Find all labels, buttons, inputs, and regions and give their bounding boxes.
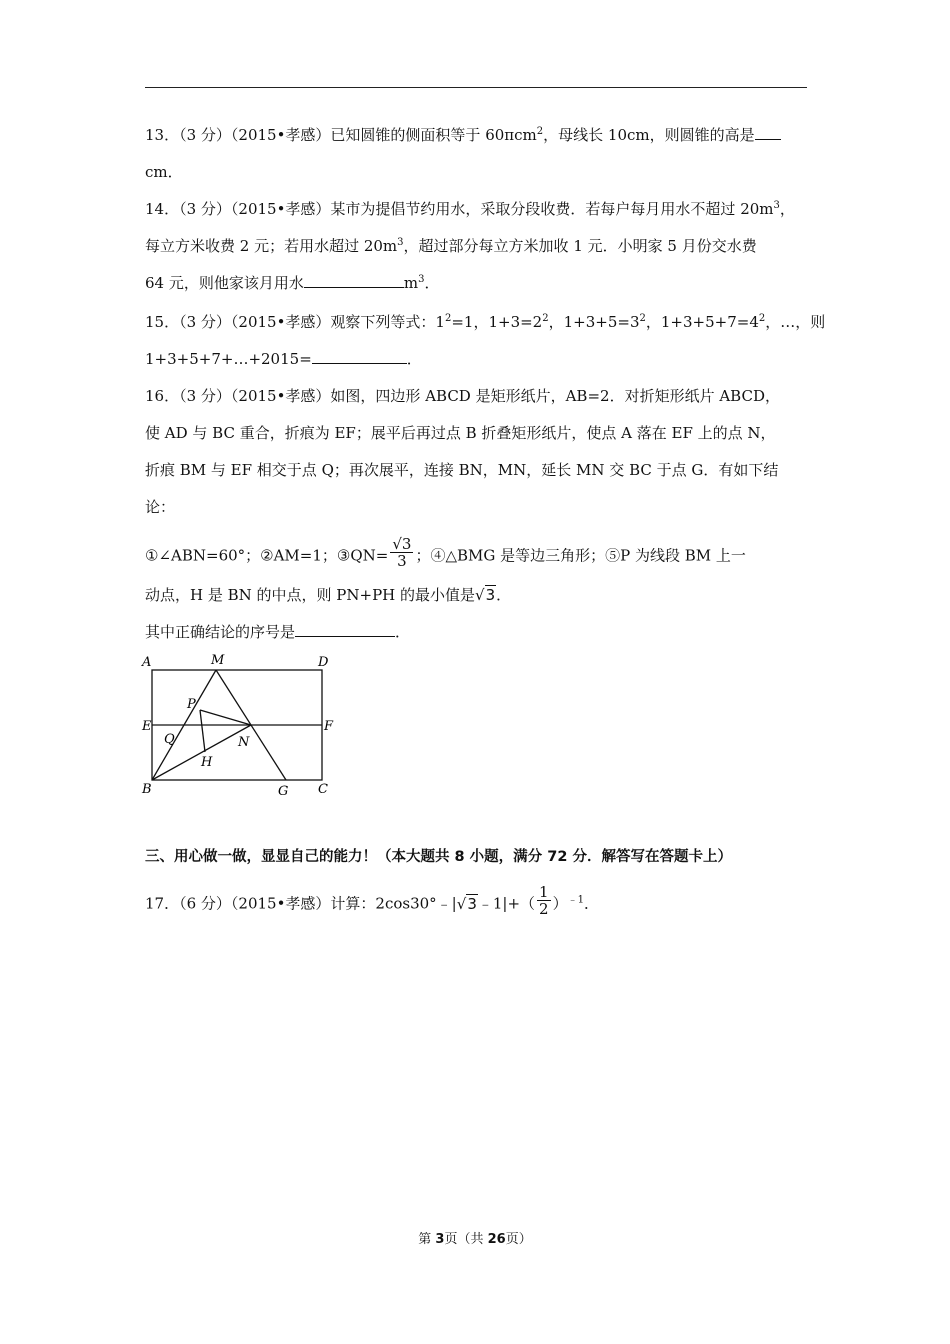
q14-line2: 每立方米收费 2 元；若用水超过 $20m^3$，超过部分每立方米加收 1 元．小明家 5 月份交水费 bbox=[145, 237, 757, 255]
label-h: H bbox=[201, 755, 213, 770]
label-f: F bbox=[324, 719, 334, 734]
label-p: P bbox=[187, 697, 196, 712]
label-d: D bbox=[318, 655, 329, 670]
q14-line1: 14．（3 分）（2015•孝感）某市为提倡节约用水，采取分段收费．若每户每月用水不超过 $20m^3$， bbox=[145, 200, 795, 218]
q16-line1: 16．（3 分）（2015•孝感）如图，四边形 ABCD 是矩形纸片，AB=2．对折矩形纸片 ABCD， bbox=[145, 387, 780, 405]
q16-line3: 折痕 BM 与 EF 相交于点 Q；再次展平，连接 BN，MN，延长 MN 交 BC 于点 G．有如下结 bbox=[145, 461, 779, 479]
sqrt-3: √3 bbox=[475, 586, 496, 604]
q17-line: 17．（6 分）（2015•孝感）计算：2cos30°﹣|√3﹣1|+（ $\frac{1}{2}$ ）$^{﹣1}$． bbox=[145, 883, 599, 918]
q16-line2: 使 AD 与 BC 重合，折痕为 EF；展平后再过点 B 折叠矩形纸片，使点 A 落在 EF 上的点 N， bbox=[145, 424, 776, 442]
q16-answer-blank bbox=[295, 622, 395, 637]
page-footer: 第 3页（共 26页） bbox=[418, 1232, 532, 1247]
q15-answer-blank bbox=[312, 349, 407, 364]
q16-line7: 其中正确结论的序号是 ． bbox=[145, 623, 411, 641]
q13-line1: 13．（3 分）（2015•孝感）已知圆锥的侧面积等于 60πcm$^2$，母线长 10cm，则圆锥的高是 bbox=[145, 125, 781, 145]
q16-conclusions: ①∠ABN=60°；②AM=1；③QN= $\frac{√3}{3}$ ；④△BMG 是等边三角形；⑤P 为线段 BM 上一 bbox=[145, 535, 746, 570]
label-g: G bbox=[278, 784, 289, 799]
q15-line1: 15．（3 分）（2015•孝感）观察下列等式：$1^2=1$，$1+3=2^2$，$1+3+5=3^2$，$1+3+5+7=4^2$，…，则 bbox=[145, 313, 826, 331]
header-rule bbox=[145, 87, 807, 88]
label-e: E bbox=[142, 719, 152, 734]
label-c: C bbox=[318, 782, 328, 797]
label-a: A bbox=[142, 655, 152, 670]
label-n: N bbox=[238, 735, 250, 750]
q13-line2: cm． bbox=[145, 163, 183, 181]
q14-line3: 64 元，则他家该月用水 $m^3$． bbox=[145, 274, 440, 292]
q15-line2: 1+3+5+7+…+2015= ． bbox=[145, 350, 422, 368]
label-q: Q bbox=[164, 732, 175, 747]
geometry-figure bbox=[140, 650, 340, 800]
sqrt-3-q17: √3 bbox=[456, 894, 477, 913]
label-b: B bbox=[142, 782, 152, 797]
segment-ph bbox=[200, 710, 205, 752]
q16-line4: 论： bbox=[145, 498, 176, 516]
q14-answer-blank bbox=[304, 273, 404, 288]
label-m: M bbox=[211, 653, 225, 668]
q13-answer-blank bbox=[755, 125, 781, 140]
section-3-heading: 三、用心做一做，显显自己的能力！（本大题共 8 小题，满分 72 分．解答写在答题卡上） bbox=[145, 849, 732, 865]
fraction-sqrt3-over-3: $\frac{√3}{3}$ bbox=[392, 535, 412, 570]
fraction-one-half: $\frac{1}{2}$ bbox=[539, 883, 549, 918]
q16-line6: 动点，H 是 BN 的中点，则 PN+PH 的最小值是√3． bbox=[145, 586, 512, 604]
